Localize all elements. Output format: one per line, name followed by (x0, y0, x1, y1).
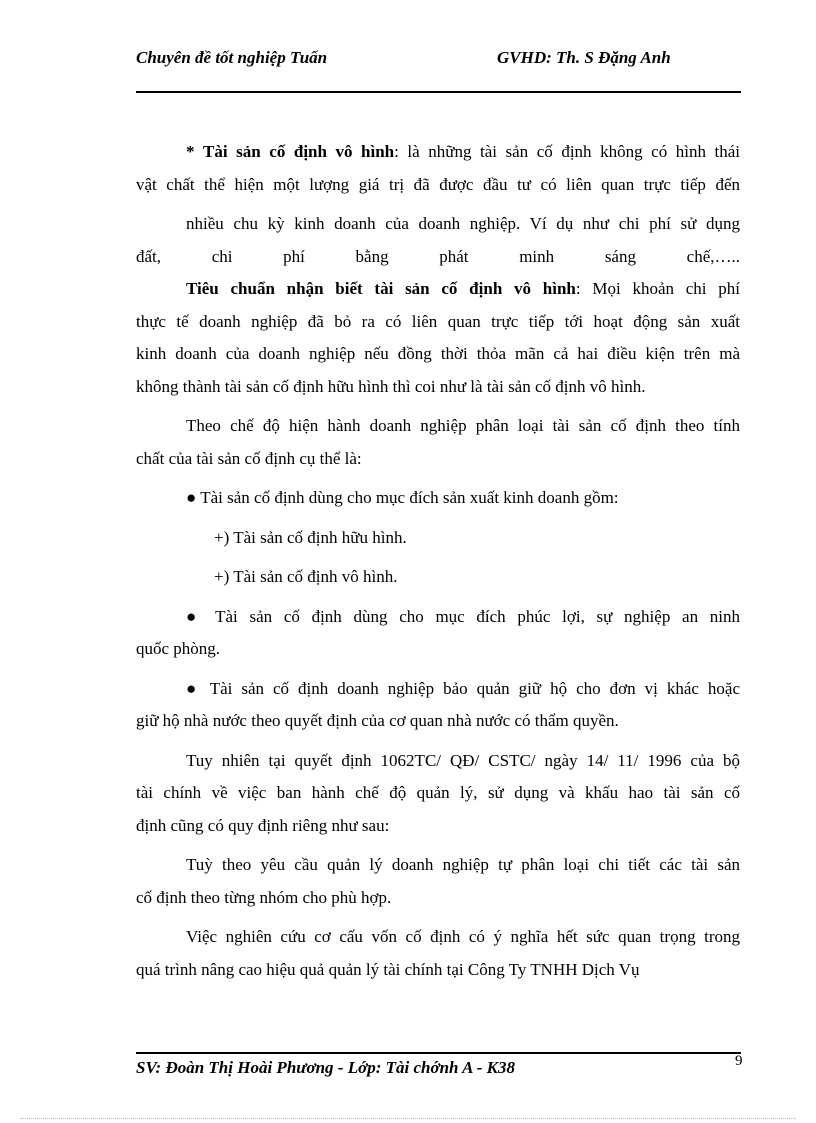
paragraph-line: chất của tài sản cố định cụ thể là: (136, 448, 362, 468)
paragraph-line: quốc phòng. (136, 639, 221, 658)
paragraph-line: định cũng có quy định riêng như sau: (136, 815, 390, 835)
sub-item: +) Tài sản cố định hữu hình. (214, 527, 407, 547)
bold-term: Tiêu chuẩn nhận biết tài sản cố định vô hình (186, 279, 576, 298)
paragraph-line: cố định theo từng nhóm cho phù hợp. (136, 887, 392, 907)
paragraph-line: đất, chi phí bằng phát minh sáng chế,….. (136, 246, 740, 266)
footer-rule (136, 1052, 741, 1054)
bold-marker: * (186, 142, 195, 161)
paragraph-line: giữ hộ nhà nước theo quyết định của cơ quan nhà nước có thẩm quyền. (136, 711, 619, 730)
paragraph-line (136, 136, 740, 169)
paragraph-line: Việc nghiên cứu cơ cấu vốn cố định có ý nghĩa hết sức quan trọng trong (186, 927, 740, 946)
header-title: Chuyên đề tốt nghiệp Tuấn (136, 48, 328, 67)
paragraph-text: : Mọi khoản chi phí (575, 279, 740, 298)
paragraph-line: tài chính về việc ban hành chế độ quản lý, sử dụng và khấu hao tài sản cố (136, 783, 740, 802)
bold-term: Tài sản cố định vô hình (203, 142, 395, 161)
paragraph-line: vật chất thể hiện một lượng giá trị đã được đầu tư có liên quan trực tiếp đến (136, 174, 740, 194)
paragraph-line: không thành tài sản cố định hữu hình thì coi như là tài sản cố định vô hình. (136, 376, 646, 396)
page-number: 9 (735, 1053, 743, 1069)
paragraph-line: Tuỳ theo yêu cầu quản lý doanh nghiệp tự phân loại chi tiết các tài sản (186, 855, 740, 874)
paragraph-line: Theo chế độ hiện hành doanh nghiệp phân loại tài sản cố định theo tính (186, 416, 740, 435)
sub-item: +) Tài sản cố định vô hình. (214, 567, 398, 586)
paragraph-line: quá trình nâng cao hiệu quả quản lý tài chính tại Công Ty TNHH Dịch Vụ (136, 959, 640, 979)
page-break-line (20, 1118, 796, 1119)
paragraph-line: Tuy nhiên tại quyết định 1062TC/ QĐ/ CSTC/ ngày 14/ 11/ 1996 của bộ (186, 750, 740, 770)
paragraph-text: : là những tài sản cố định không có hình thái (394, 142, 740, 161)
paragraph-line: thực tế doanh nghiệp đã bỏ ra có liên quan trực tiếp tới hoạt động sản xuất (136, 311, 740, 331)
footer-student: SV: Đoàn Thị Hoài Phương - Lớp: Tài chớnh A - K38 (136, 1058, 516, 1077)
header-supervisor: GVHD: Th. S Đặng Anh (497, 48, 671, 67)
paragraph-line: nhiều chu kỳ kinh doanh của doanh nghiệp. Ví dụ như chi phí sử dụng (186, 214, 740, 233)
bullet-item: ● Tài sản cố định dùng cho mục đích phúc lợi, sự nghiệp an ninh (186, 606, 740, 626)
paragraph-line: kinh doanh của doanh nghiệp nếu đồng thời thỏa mãn cả hai điều kiện trên mà (136, 344, 740, 363)
paragraph-line (136, 273, 740, 306)
header-rule (136, 91, 741, 93)
document-body (136, 136, 740, 986)
bullet-item: ● Tài sản cố định doanh nghiệp bảo quản giữ hộ cho đơn vị khác hoặc (186, 678, 740, 698)
bullet-item: ● Tài sản cố định dùng cho mục đích sản xuất kinh doanh gồm: (186, 488, 619, 507)
